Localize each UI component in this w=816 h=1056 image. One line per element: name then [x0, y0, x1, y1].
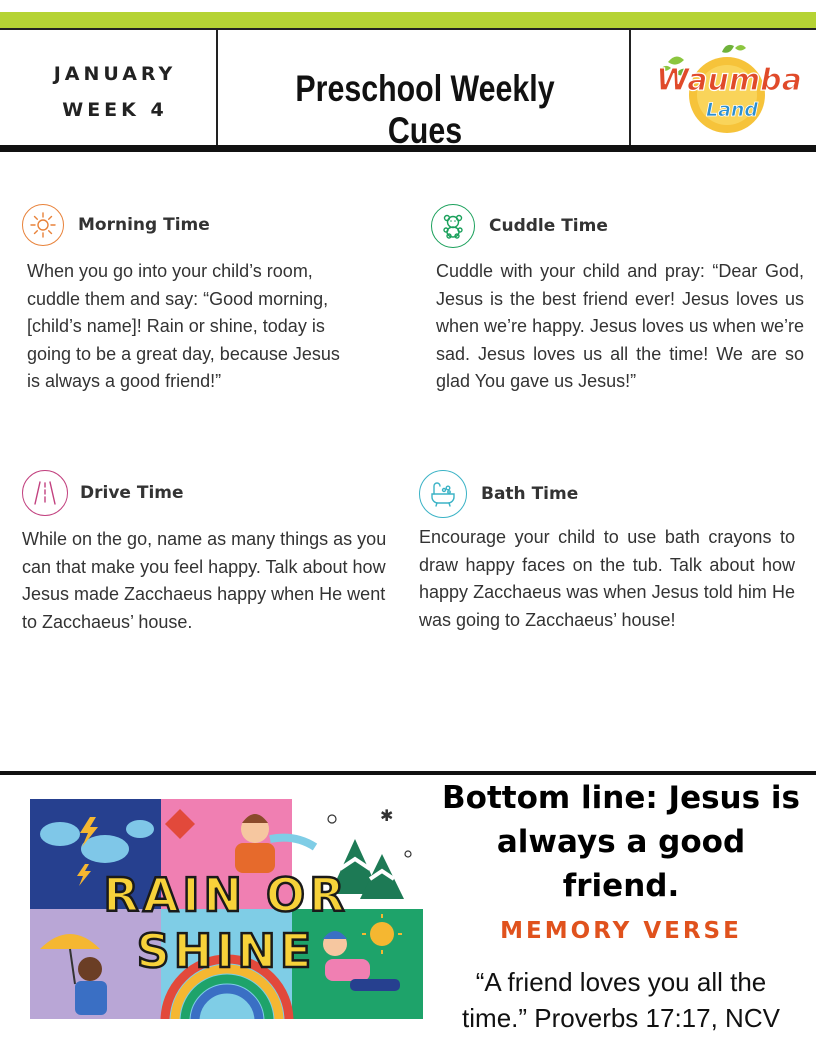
- section-divider: [0, 771, 816, 775]
- logo-text-top: Waumba: [656, 63, 802, 98]
- week-number: WEEK 4: [62, 99, 168, 121]
- art-title-line1: RAIN OR: [103, 868, 349, 922]
- bath-time-text: Encourage your child to use bath crayons to draw happy faces on the tub. Talk about how happy Zacchaeus was when Jesus told him He was going to Zacchaeus’ house!: [419, 527, 795, 630]
- week-month: JANUARY: [53, 63, 177, 85]
- week-label: [20, 56, 210, 128]
- art-title-line2: SHINE: [136, 924, 316, 978]
- road-icon: [22, 470, 68, 516]
- morning-time-text: When you go into your child’s room, cuddle them and say: “Good morning, [child’s name]! Rain or shine, today is going to be a great day, because Jesus is always a good friend!”: [27, 261, 340, 391]
- memory-verse-label: MEMORY VERSE: [500, 918, 742, 944]
- rain-or-shine-illustration: [30, 799, 423, 1019]
- header-divider: [629, 28, 631, 146]
- page-title: Preschool Weekly Cues: [295, 68, 555, 151]
- morning-time-title: Morning Time: [78, 215, 210, 235]
- morning-time-section: [22, 204, 362, 396]
- bath-time-title: Bath Time: [481, 484, 579, 504]
- waumba-land-logo: [640, 40, 810, 140]
- drive-time-title: Drive Time: [80, 483, 184, 503]
- cuddle-time-section: [431, 204, 806, 396]
- drive-time-text: While on the go, name as many things as you can that make you feel happy. Talk about how Jesus made Zacchaeus happy when He went to Zacchaeus’ house.: [22, 529, 387, 632]
- drive-time-section: [22, 470, 397, 636]
- cuddle-time-title: Cuddle Time: [489, 216, 608, 236]
- sun-icon: [22, 204, 64, 246]
- memory-verse-text: “A friend loves you all the time.” Proverbs 17:17, NCV: [462, 967, 780, 1033]
- svg-text:✱: ✱: [380, 806, 394, 825]
- bathtub-icon: [419, 470, 467, 518]
- teddy-bear-icon: [431, 204, 475, 248]
- logo-text-bottom: Land: [705, 99, 759, 121]
- top-accent-bar: [0, 12, 816, 28]
- cuddle-time-text: Cuddle with your child and pray: “Dear God, Jesus is the best friend ever! Jesus loves us when we’re happy. Jesus loves us when we’re sad. Jesus loves us all the time! We are so glad You gave us Jesus!”: [436, 261, 804, 391]
- header-divider: [216, 28, 218, 146]
- bottom-line: Bottom line: Jesus is always a good friend.: [442, 780, 800, 904]
- bath-time-section: [419, 470, 797, 634]
